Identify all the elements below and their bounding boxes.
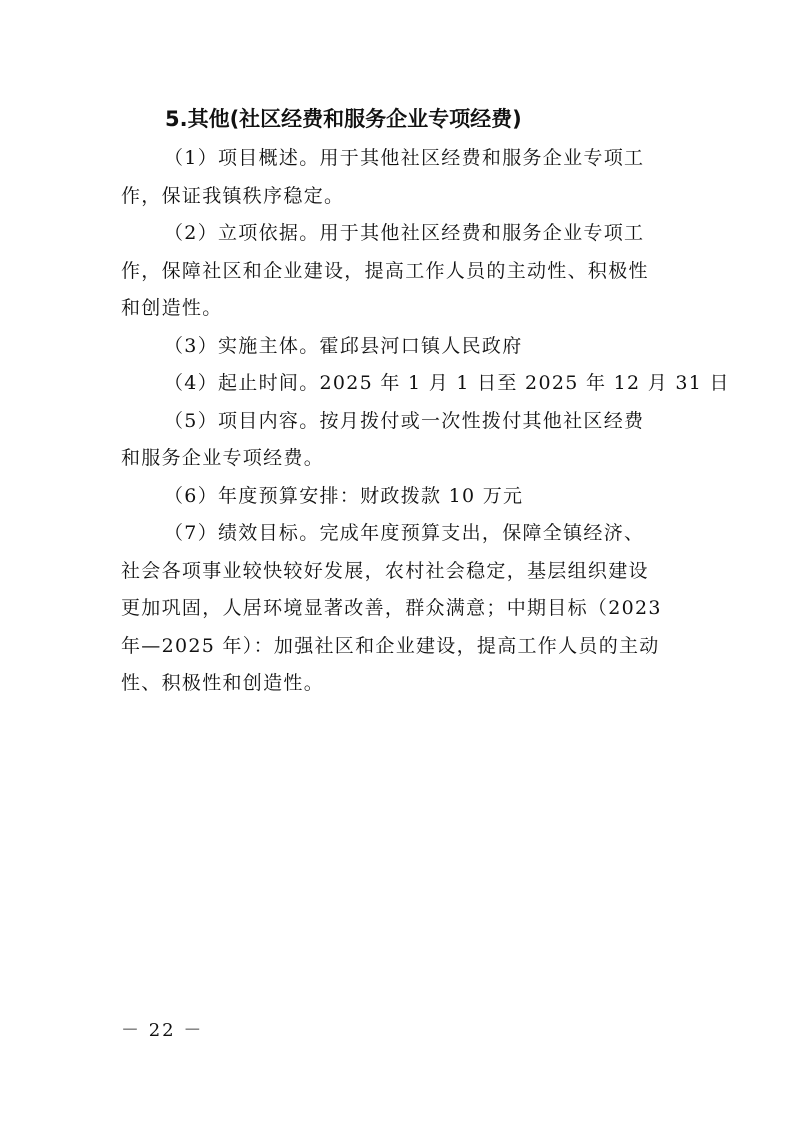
paragraph-line: （1）项目概述。用于其他社区经费和服务企业专项工 [164, 147, 645, 169]
paragraph-overview [121, 140, 676, 215]
paragraph-line: （7）绩效目标。完成年度预算支出，保障全镇经济、 [164, 522, 645, 544]
paragraph-line: （2）立项依据。用于其他社区经费和服务企业专项工 [164, 222, 645, 244]
paragraph-content [121, 403, 676, 478]
paragraph-line: （6）年度预算安排：财政拨款 10 万元 [164, 484, 524, 507]
paragraph-budget [121, 478, 676, 516]
paragraph-line: 和服务企业专项经费。 [121, 447, 325, 469]
paragraph-basis [121, 215, 676, 328]
section-heading: 5.其他(社区经费和服务企业专项经费) [165, 107, 522, 131]
paragraph-goals [121, 515, 676, 703]
page-number: － 22 － [121, 1020, 204, 1041]
paragraph-line: 更加巩固，人居环境显著改善，群众满意；中期目标（2023 [121, 597, 662, 619]
paragraph-line: （5）项目内容。按月拨付或一次性拨付其他社区经费 [164, 409, 645, 432]
paragraph-line: 性、积极性和创造性。 [121, 672, 325, 694]
paragraph-line: 和创造性。 [121, 297, 223, 319]
paragraph-line: 社会各项事业较快较好发展，农村社会稳定，基层组织建设 [121, 559, 649, 582]
paragraph-line: 作，保证我镇秩序稳定。 [121, 184, 345, 207]
paragraph-line: （3）实施主体。霍邱县河口镇人民政府 [164, 334, 523, 357]
paragraph-implementer [121, 328, 676, 366]
paragraph-period [121, 365, 730, 403]
body-text [121, 140, 730, 703]
paragraph-line: 年—2025 年）：加强社区和企业建设，提高工作人员的主动 [121, 634, 660, 657]
paragraph-line: （4）起止时间。2025 年 1 月 1 日至 2025 年 12 月 31 日 [164, 372, 730, 394]
paragraph-line: 作，保障社区和企业建设，提高工作人员的主动性、积极性 [121, 259, 649, 282]
